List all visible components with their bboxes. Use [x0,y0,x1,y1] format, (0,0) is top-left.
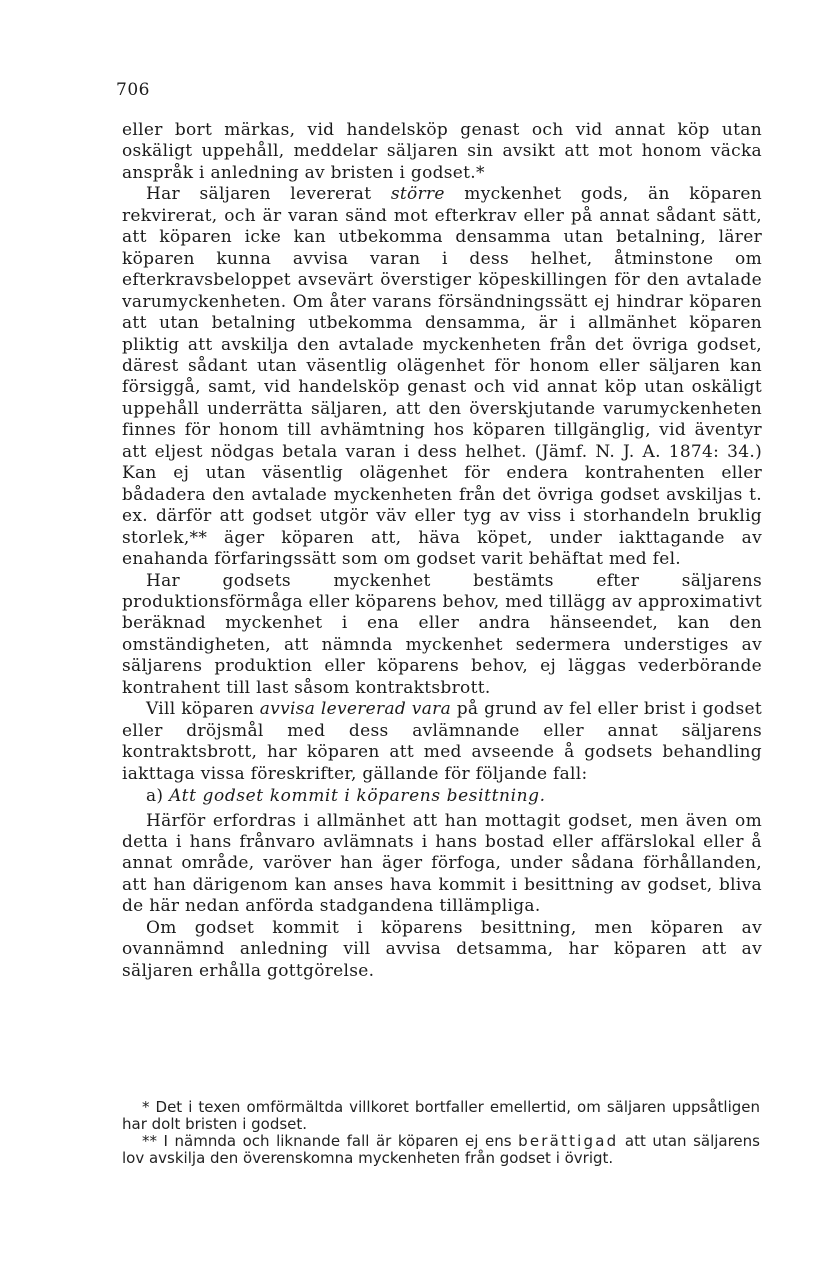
page-content [116,80,763,982]
paragraph-3: Har godsets myckenhet bestämts efter säljarens produktionsförmåga eller köparens behov, med tillägg av approximativt beräknad myckenhet i ena eller andra hänseendet, kan den omständigheten, att nämnda myckenhet sedermera understiges av säljarens produktion eller köparens behov, ej läggas vederbörande kontrahent till last såsom kontraktsbrott. [122,570,762,698]
page-number: 706 [116,80,150,100]
footnote-2-start: ** I nämnda och liknande fall är köparen ej ens [142,1132,519,1150]
paragraph-2-start: Har säljaren levererat [146,184,391,205]
footnote-2 [122,1133,760,1167]
footnote-1: * Det i texen omförmältda villkoret bortfaller emellertid, om säljaren uppsåtligen har dolt bristen i godset. [122,1098,760,1133]
paragraph-6: Om godset kommit i köparens besittning, men köparen av ovannämnd anledning vill avvisa detsamma, har köparen att av säljaren erhålla gottgörelse. [122,917,762,981]
section-heading-a [122,786,762,807]
section-heading-a-label: a) [146,786,170,807]
paragraph-4-rest: på grund av fel eller brist i godset eller dröjsmål med dess avlämnande eller annat säljarens kontraktsbrott, har köparen att med avseende å godsets behandling iakttaga vissa föreskrifter, gällande för följande fall: [122,699,763,784]
paragraph-5: Härför erfordras i allmänhet att han mottagit godset, men även om detta i hans frånvaro avlämnats i hans bostad eller affärslokal eller å annat område, varöver han äger förfoga, under sådana förhållanden, att han därigenom kan anses hava kommit i besittning av godset, bliva de här nedan anförda stadgandena tillämpliga. [122,810,762,917]
footnote-2-spaced-word: berättigad [518,1132,619,1150]
body-text [122,120,762,982]
paragraph-4-emphasis: avvisa levererad vara [259,699,452,720]
section-heading-a-title: Att godset kommit i köparens besittning. [169,786,546,807]
footnotes [122,1099,760,1167]
footnote-2-rest: att utan säljarens lov avskilja den överenskomna myckenheten från godset i övrigt. [122,1132,760,1167]
paragraph-2 [122,184,762,570]
paragraph-4-start: Vill köparen [146,699,260,720]
paragraph-4 [122,699,762,785]
paragraph-2-emphasis: större [390,184,445,205]
paragraph-2-rest: myckenhet gods, än köparen rekvirerat, och är varan sänd mot efterkrav eller på annat sådant sätt, att köparen icke kan utbekomma densamma utan betalning, lärer köparen kunna avvisa varan i dess helhet, åtminstone om efterkravsbeloppet avsevärt överstiger köpeskillingen för den avtalade varumyckenheten. Om åter varans försändningssätt ej hindrar köparen att utan betalning utbekomma densamma, är i allmänhet köparen pliktig att avskilja den avtalade myckenheten från det övriga godset, därest sådant utan väsentlig olägenhet för honom eller säljaren kan försiggå, samt, vid handelsköp genast och vid annat köp utan oskäligt uppehåll underrätta säljaren, att den överskjutande varumyckenheten finnes för honom till avhämtning hos köparen tillgänglig, vid äventyr att eljest nödgas betala varan i dess helhet. (Jämf. N. J. A. 1874: 34.) Kan ej utan väsentlig olägenhet för endera kontrahenten eller bådadera den avtalade myckenheten från det övriga godset avskiljas t. ex. därför att godset utgör väv eller tyg av viss i storhandeln bruklig storlek,** äger köparen att, häva köpet, under iakttagande av enahanda förfaringssätt som om godset varit behäftat med fel. [122,184,763,570]
paragraph-1: eller bort märkas, vid handelsköp genast och vid annat köp utan oskäligt uppehåll, meddelar säljaren sin avsikt att mot honom väcka anspråk i anledning av bristen i godset.* [122,120,762,183]
